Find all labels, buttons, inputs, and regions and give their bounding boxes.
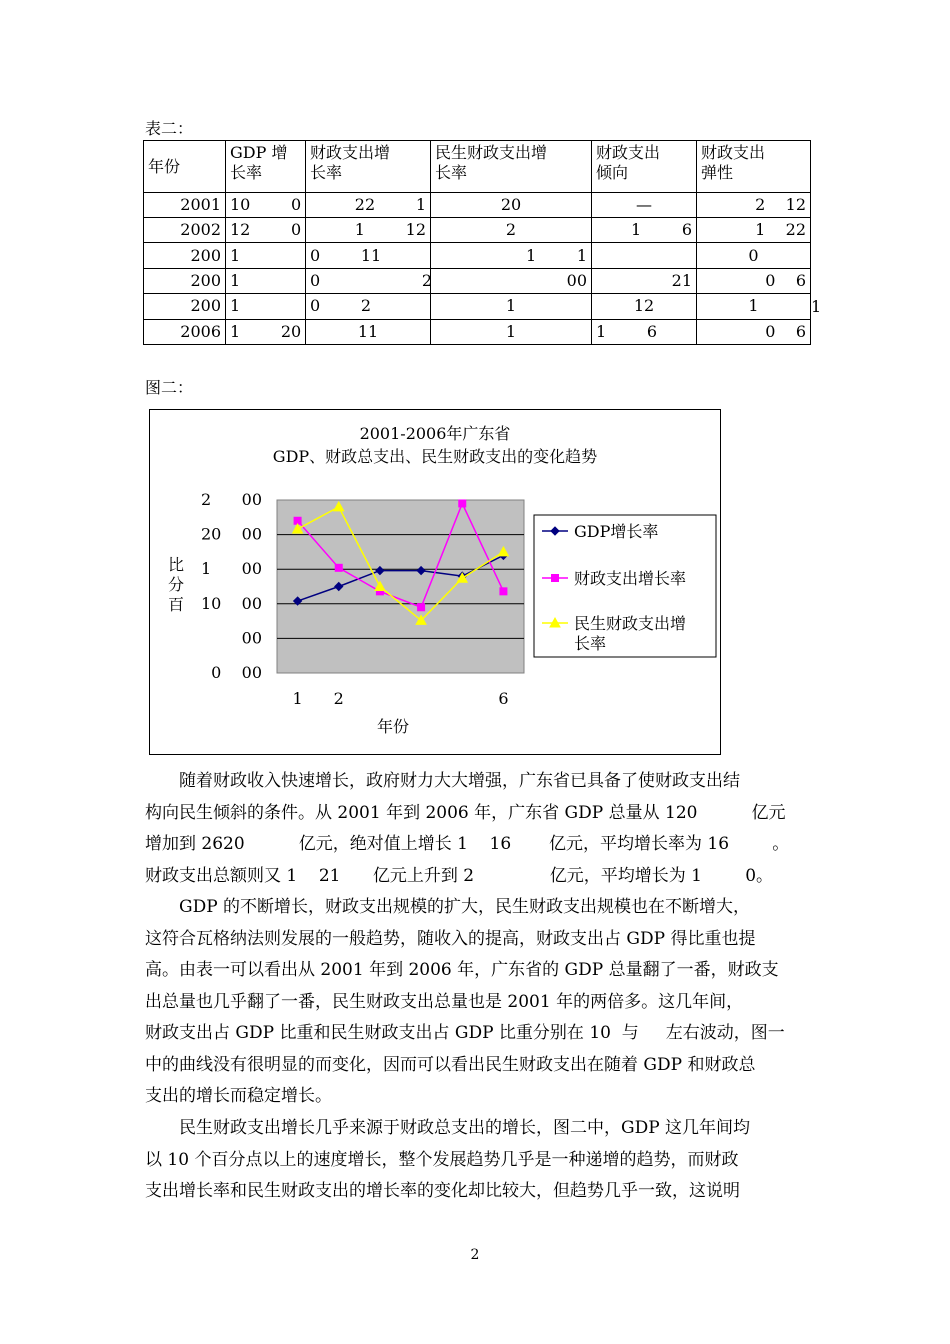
- header-gdp-growth: GDP 增 长率: [226, 141, 306, 193]
- cell: 1: [226, 243, 306, 268]
- cell: 0 6: [697, 319, 811, 344]
- cell: 1 6: [592, 218, 697, 243]
- cell: 1: [431, 319, 592, 344]
- cell: 11: [306, 319, 431, 344]
- cell: 00: [431, 268, 592, 293]
- y-tick-label: 2 00: [200, 490, 262, 509]
- cell: 0 6: [697, 268, 811, 293]
- y-axis-ticks: [201, 490, 262, 682]
- cell: 1 20: [226, 319, 306, 344]
- text-line: 支出增长率和民生财政支出的增长率的变化却比较大，但趋势几乎一致，这说明: [145, 1181, 740, 1201]
- data-point-series-2: [500, 588, 507, 595]
- data-point-series-2: [459, 500, 466, 507]
- cell-year: 2001: [144, 192, 226, 217]
- text-line: GDP 的不断增长，财政支出规模的扩大，民生财政支出规模也在不断增大，: [179, 897, 751, 917]
- plot-area: [277, 500, 524, 673]
- cell: 12: [592, 294, 697, 319]
- cell: 1: [226, 268, 306, 293]
- cell: 1 12: [306, 218, 431, 243]
- text-line: 财政支出总额则又 1 21 亿元上升到 2 亿元，平均增长为 1 0。: [145, 865, 774, 886]
- data-point-series-2: [418, 604, 425, 611]
- header-livelihood-growth: 民生财政支出增 长率: [431, 141, 592, 193]
- cell: 1: [697, 294, 811, 319]
- cell: 2: [431, 218, 592, 243]
- legend-label: GDP增长率: [574, 522, 659, 541]
- y-tick-label: 1 00: [200, 559, 262, 579]
- cell-year: 2002: [144, 218, 226, 243]
- figure-caption: 图二：: [145, 378, 194, 397]
- text-line: 出总量也几乎翻了一番，民生财政支出总量也是 2001 年的两倍多。这几年间，: [145, 991, 744, 1012]
- header-fiscal-growth: 财政支出增 长率: [306, 141, 431, 193]
- text-line: 高。由表一可以看出从 2001 年到 2006 年，广东省的 GDP 总量翻了一番，财政支: [145, 960, 779, 980]
- text-line: 增加到 2620 亿元，绝对值上增长 1 16 亿元，平均增长率为 16 。: [145, 834, 790, 854]
- cell: 22 1: [306, 192, 431, 217]
- page-number: 2: [470, 1247, 480, 1263]
- table-row: [144, 218, 811, 243]
- header-fiscal-propensity: 财政支出 倾向: [592, 141, 697, 193]
- y-tick-label: 20 00: [200, 524, 262, 544]
- y-tick-label: 00: [241, 628, 262, 648]
- text-line: 财政支出占 GDP 比重和民生财政支出占 GDP 比重分别在 10 与 左右波动，图一: [145, 1023, 785, 1043]
- cell: 0: [697, 243, 811, 268]
- x-axis-label: 年份: [376, 717, 410, 736]
- text-line: 以 10 个百分点以上的速度增长，整个发展趋势几乎是一种递增的趋势，而财政: [145, 1149, 739, 1170]
- table-row: [144, 294, 811, 319]
- y-axis-label: [168, 555, 184, 614]
- cell: 1 1: [431, 243, 592, 268]
- cell: 1: [431, 294, 592, 319]
- table-row: [144, 243, 811, 268]
- text-line: 中的曲线没有很明显的而变化，因而可以看出民生财政支出在随着 GDP 和财政总: [145, 1054, 756, 1075]
- text-line: 支出的增长而稳定增长。: [145, 1086, 332, 1106]
- legend-swatch-marker: [552, 575, 559, 582]
- paragraph-3: [145, 1113, 809, 1208]
- header-fiscal-elasticity: 财政支出 弹性: [697, 141, 811, 193]
- text-line: 民生财政支出增长几乎来源于财政总支出的增长，图二中，GDP 这几年间均: [179, 1118, 751, 1138]
- table-caption: 表二：: [145, 119, 194, 138]
- cell: 1 22: [697, 218, 811, 243]
- text-line: 这符合瓦格纳法则发展的一般趋势，随收入的提高，财政支出占 GDP 得比重也提: [145, 928, 756, 949]
- cell: 20: [431, 192, 592, 217]
- table-header-row: [144, 141, 811, 193]
- data-point-series-2: [335, 564, 342, 571]
- table-row: [144, 192, 811, 217]
- y-tick-label: 10 00: [200, 593, 262, 613]
- text-line: 构向民生倾斜的条件。从 2001 年到 2006 年，广东省 GDP 总量从 120 亿元: [145, 802, 786, 823]
- cell-year: 200: [144, 268, 226, 293]
- y-tick-label: 0 00: [211, 663, 262, 682]
- cell: 1: [226, 294, 306, 319]
- chart-title: 2001-2006年广东省: [359, 424, 511, 443]
- cell: [592, 243, 697, 268]
- table-stray-mark: 1: [811, 297, 822, 316]
- legend-label: 民生财政支出增: [574, 614, 687, 633]
- line-chart: [149, 409, 721, 755]
- table-row: [144, 319, 811, 344]
- data-table: [143, 140, 811, 345]
- cell: 0 2: [306, 294, 431, 319]
- x-tick-label: 2: [333, 689, 344, 708]
- cell: 0 2: [306, 268, 431, 293]
- cell: 0 11: [306, 243, 431, 268]
- x-tick-label: 6: [498, 689, 509, 708]
- cell: 12 0: [226, 218, 306, 243]
- x-axis-ticks: [292, 689, 508, 708]
- chart-canvas: [150, 410, 720, 754]
- cell: —: [592, 192, 697, 217]
- cell: 2 12: [697, 192, 811, 217]
- y-axis-label-char: 比: [167, 555, 185, 574]
- cell: 1 6: [592, 319, 697, 344]
- y-axis-label-char: 分: [167, 575, 185, 594]
- cell-year: 200: [144, 294, 226, 319]
- table-row: [144, 268, 811, 293]
- paragraph-1: [145, 766, 809, 892]
- text-line: 随着财政收入快速增长，政府财力大大增强，广东省已具备了使财政支出结: [179, 771, 740, 791]
- cell: 10 0: [226, 192, 306, 217]
- cell-year: 2006: [144, 319, 226, 344]
- cell-year: 200: [144, 243, 226, 268]
- chart-legend: [534, 515, 716, 657]
- chart-subtitle: GDP、财政总支出、民生财政支出的变化趋势: [272, 447, 598, 466]
- legend-label: 财政支出增长率: [574, 569, 687, 588]
- cell: 21: [592, 268, 697, 293]
- header-year: 年份: [144, 141, 226, 193]
- legend-label: 长率: [574, 634, 607, 653]
- y-axis-label-char: 百: [167, 595, 185, 614]
- x-tick-label: 1: [292, 689, 303, 708]
- paragraph-2: [145, 892, 809, 1113]
- plot-background: [277, 500, 524, 673]
